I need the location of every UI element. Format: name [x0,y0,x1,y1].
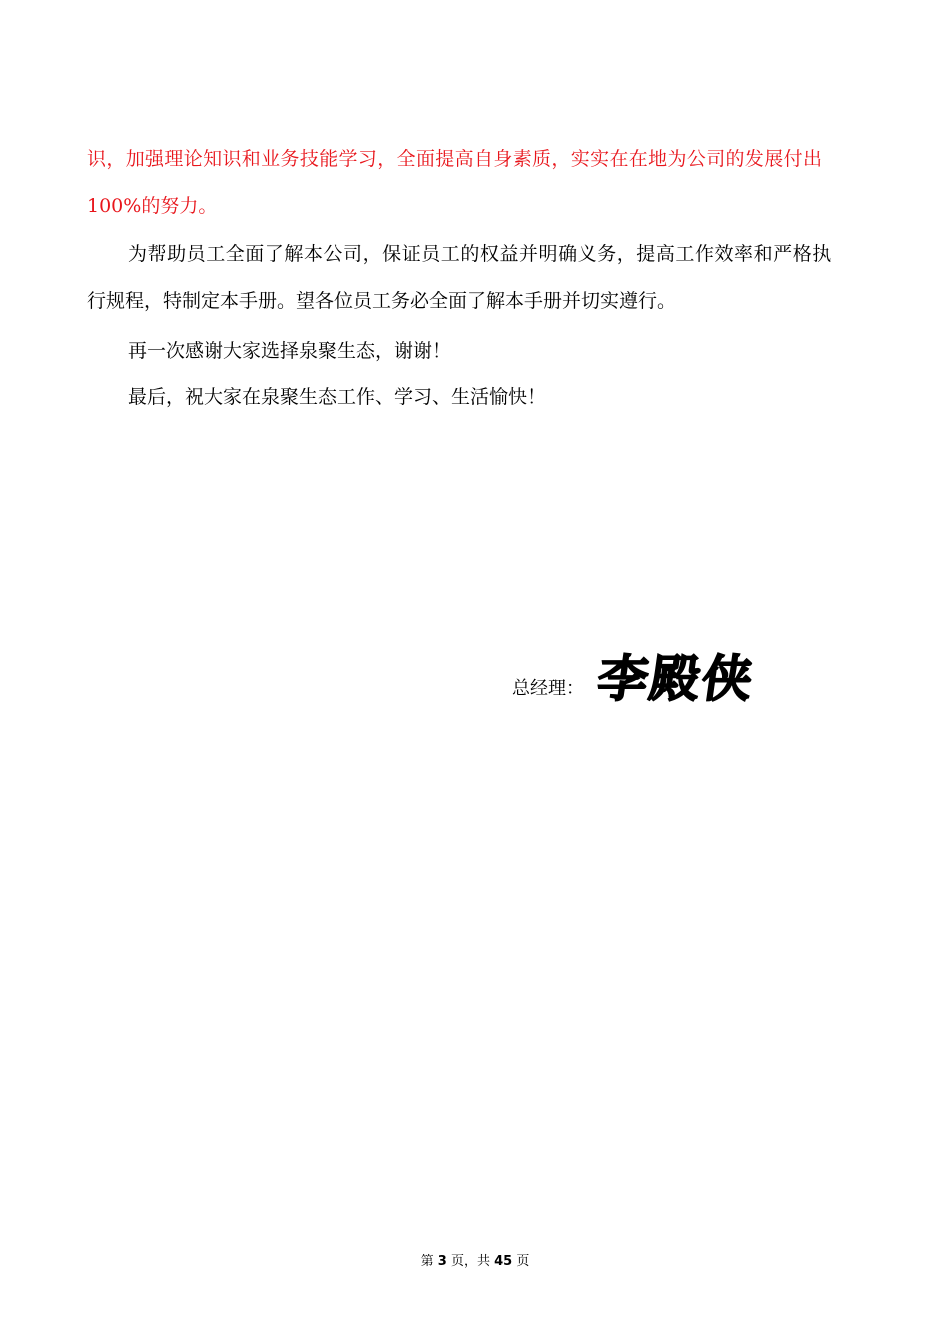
footer-middle: 页，共 [450,1254,490,1269]
footer-suffix: 页 [516,1254,530,1269]
handwritten-signature: 李殿侠 [593,650,759,708]
footer-prefix: 第 [420,1254,434,1269]
thanks-paragraph: 再一次感谢大家选择泉聚生态，谢谢！ [128,340,452,362]
paragraph-continued-line-2: 100%的努力。 [87,195,218,217]
paragraph-manual-line-1: 为帮助员工全面了解本公司，保证员工的权益并明确义务，提高工作效率和严格执 [128,243,832,265]
page-footer [0,1253,950,1271]
signature-label: 总经理： [512,678,584,699]
paragraph-continued-line-1: 识，加强理论知识和业务技能学习，全面提高自身素质，实实在在地为公司的发展付出 [87,148,823,170]
closing-paragraph: 最后，祝大家在泉聚生态工作、学习、生活愉快！ [128,386,547,408]
paragraph-manual-line-2: 行规程，特制定本手册。望各位员工务必全面了解本手册并切实遵行。 [87,290,677,312]
current-page-number: 3 [437,1254,447,1269]
total-page-count: 45 [494,1254,513,1269]
